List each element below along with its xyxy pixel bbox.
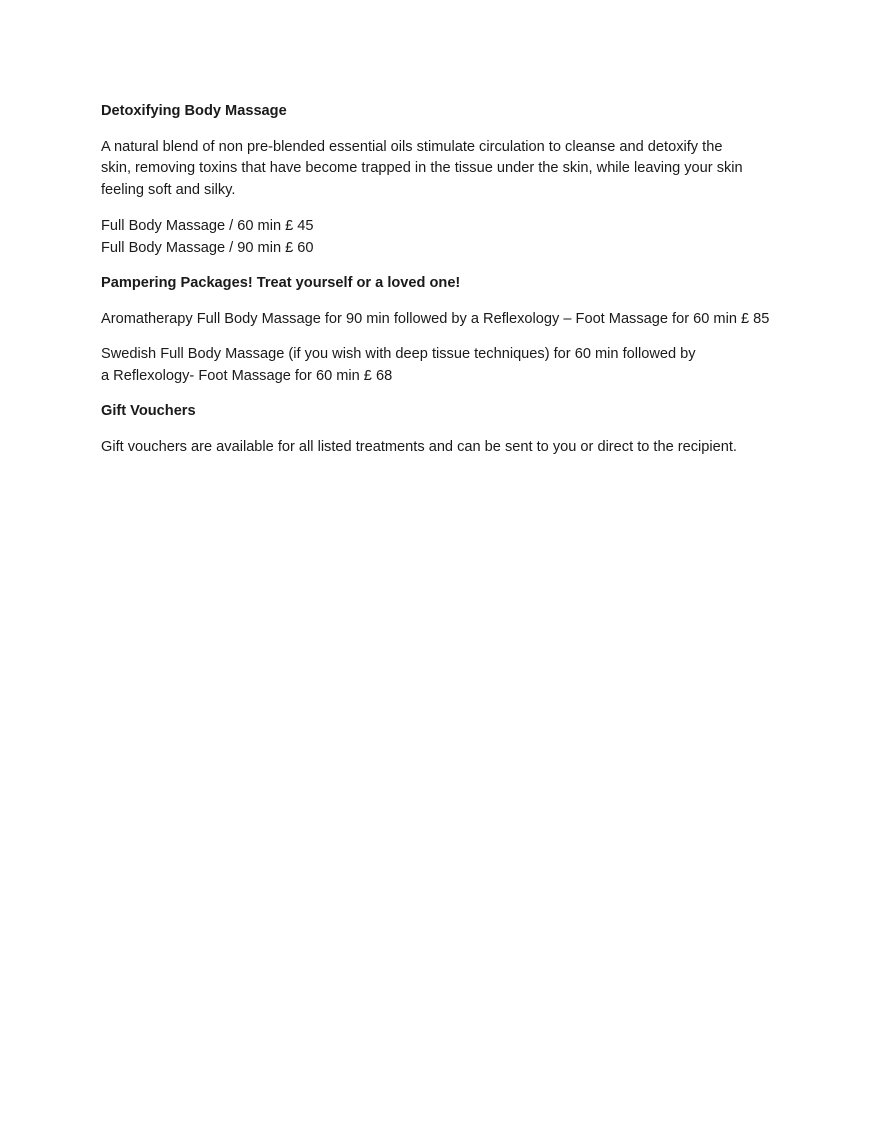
package-aromatherapy: Aromatherapy Full Body Massage for 90 min followed by a Reflexology – Foot Massage for 60 min £ 85: [101, 310, 770, 327]
price-line-60: Full Body Massage / 60 min £ 45: [101, 218, 314, 234]
vouchers-heading: Gift Vouchers: [101, 403, 196, 419]
price-line-90: Full Body Massage / 90 min £ 60: [101, 239, 314, 256]
detox-price-list: [101, 216, 771, 259]
pampering-heading: Pampering Packages! Treat yourself or a loved one!: [101, 275, 461, 291]
package-swedish: Swedish Full Body Massage (if you wish with deep tissue techniques) for 60 min followed by a Reflexology- Foot Massage for 60 min £ 68: [101, 346, 696, 384]
detox-heading: Detoxifying Body Massage: [101, 103, 287, 119]
document-page: [101, 101, 771, 458]
vouchers-description: Gift vouchers are available for all listed treatments and can be sent to you or direct to the recipient.: [101, 438, 737, 455]
detox-description: A natural blend of non pre-blended essential oils stimulate circulation to cleanse and detoxify the skin, removing toxins that have become trapped in the tissue under the skin, while leaving your skin feeling soft and silky.: [101, 138, 743, 198]
